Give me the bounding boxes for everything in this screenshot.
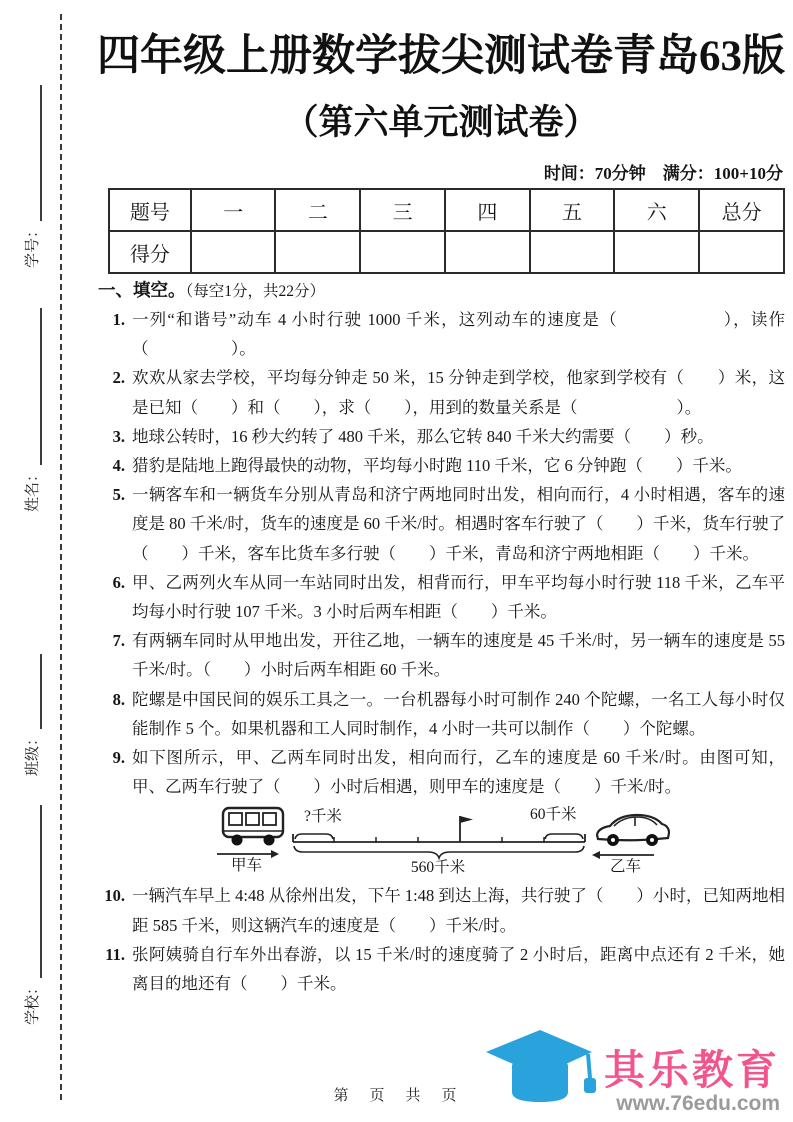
- col-6: 六: [614, 189, 699, 231]
- logo-text: [604, 1022, 780, 1116]
- question-text: 有两辆车同时从甲地出发，开往乙地，一辆车的速度是 45 千米/时，另一辆车的速度是 55 千米/时。（ ）小时后两车相距 60 千米。: [132, 631, 785, 680]
- question-4: [98, 451, 785, 480]
- school-field: [20, 805, 42, 1025]
- section-title: 一、填空。: [98, 280, 186, 300]
- right-distance-label: 60千米: [530, 806, 577, 824]
- score-table-score-row: [109, 231, 784, 273]
- bus-icon: [220, 803, 286, 849]
- time-score-info: 时间：70分钟 满分：100+10分: [543, 164, 783, 183]
- question-number: 5.: [112, 485, 125, 505]
- questions-area: [98, 277, 785, 998]
- question-text: 一辆客车和一辆货车分别从青岛和济宁两地同时出发，相向而行，4 小时相遇，客车的速度是 80 千米/时，货车的速度是 60 千米/时。相遇时客车行驶了（ ）千米，货车行驶了（ ）千米，客车比货车多行驶（ ）千米，青岛和济宁两地相距（ ）千米。: [132, 485, 785, 563]
- student-id-field: [20, 85, 42, 268]
- col-3: 三: [360, 189, 445, 231]
- binding-dashed-line: [60, 14, 62, 1100]
- question-3: [98, 422, 785, 451]
- question-text: 如下图所示，甲、乙两车同时出发，相向而行，乙车的速度是 60 千米/时。由图可知，甲、乙两车行驶了（ ）小时后相遇，则甲车的速度是（ ）千米/时。: [132, 748, 785, 797]
- question-5: [98, 480, 785, 568]
- question-number: 6.: [112, 572, 125, 592]
- question-8: [98, 685, 785, 743]
- score-cell: [360, 231, 445, 273]
- question-text: 甲、乙两列火车从同一车站同时出发，相背而行，甲车平均每小时行驶 118 千米，乙车平均每小时行驶 107 千米。3 小时后两车相距（ ）千米。: [132, 572, 785, 622]
- score-cell: [530, 231, 615, 273]
- student-name-label: 姓名：: [25, 466, 41, 512]
- col-4: 四: [445, 189, 530, 231]
- score-table: [108, 188, 785, 274]
- question-number: 8.: [112, 689, 125, 709]
- score-cell: [275, 231, 360, 273]
- class-field: [20, 654, 42, 776]
- question-2: [98, 363, 785, 421]
- car-icon: [594, 809, 670, 849]
- score-cell: [614, 231, 699, 273]
- question-text: 张阿姨骑自行车外出春游，以 15 千米/时的速度骑了 2 小时后，距离中点还有 2 千米，她离目的地还有（ ）千米。: [132, 944, 785, 994]
- question-text: 陀螺是中国民间的娱乐工具之一。一台机器每小时可制作 240 个陀螺，一名工人每小时仅能制作 5 个。如果机器和工人同时制作，4 小时一共可以制作（ ）个陀螺。: [132, 689, 785, 738]
- question-1: [98, 305, 785, 363]
- question-no-label: 题号: [109, 189, 191, 231]
- class-label: 班级：: [25, 730, 41, 776]
- question-number: 9.: [112, 748, 125, 768]
- school-blank: [25, 805, 42, 978]
- col-total: 总分: [699, 189, 784, 231]
- score-cell: [191, 231, 276, 273]
- question-text: 一列“和谐号”动车 4 小时行驶 1000 千米，这列动车的速度是（ ），读作（ ）。: [132, 310, 785, 359]
- question-number: 4.: [112, 456, 125, 476]
- question-number: 7.: [112, 631, 125, 651]
- score-label: 得分: [109, 231, 191, 273]
- question-number: 10.: [104, 886, 125, 906]
- page-subtitle: （第六单元测试卷）: [283, 103, 599, 142]
- question-number: 2.: [112, 368, 125, 388]
- student-id-blank: [25, 85, 42, 221]
- question-text: 一辆汽车早上 4:48 从徐州出发，下午 1:48 到达上海，共行驶了（ ）小时，已知两地相距 585 千米，则这辆汽车的速度是（ ）千米/时。: [132, 886, 785, 935]
- question-11: [98, 940, 785, 998]
- col-5: 五: [530, 189, 615, 231]
- question-9: [98, 743, 785, 881]
- vehicle-b-label: 乙车: [610, 858, 642, 876]
- question-number: 3.: [112, 426, 125, 446]
- section-note: （每空1分，共22分）: [185, 283, 326, 300]
- question-number: 11.: [105, 944, 125, 964]
- student-name-field: [20, 308, 42, 512]
- question-text: 地球公转时，16 秒大约转了 480 千米，那么它转 840 千米大约需要（ ）秒。: [132, 426, 714, 446]
- unknown-distance-label: ?千米: [304, 808, 342, 826]
- section-header: [98, 277, 785, 302]
- distance-diagram: [132, 803, 785, 881]
- logo-brand-name: 其乐教育: [604, 1047, 780, 1093]
- col-1: 一: [191, 189, 276, 231]
- question-text: 猎豹是陆地上跑得最快的动物，平均每小时跑 110 千米，它 6 分钟跑（ ）千米。: [132, 456, 742, 476]
- col-2: 二: [275, 189, 360, 231]
- question-10: [98, 881, 785, 939]
- page-number-footer: 第 页 共 页: [333, 1088, 460, 1104]
- vehicle-a-label: 甲车: [231, 857, 263, 875]
- score-table-header-row: [109, 189, 784, 231]
- logo-website-url: www.76edu.com: [616, 1092, 780, 1115]
- score-cell: [699, 231, 784, 273]
- student-id-label: 学号：: [25, 222, 41, 268]
- question-number: 1.: [112, 310, 125, 329]
- total-distance-label: 560千米: [410, 859, 466, 877]
- class-blank: [25, 654, 42, 729]
- score-cell: [445, 231, 530, 273]
- question-text: 欢欢从家去学校，平均每分钟走 50 米，15 分钟走到学校，他家到学校有（ ）米，这是已知（ ）和（ ），求（ ），用到的数量关系是（ ）。: [132, 368, 785, 417]
- publisher-logo: [478, 1022, 780, 1118]
- school-label: 学校：: [25, 979, 41, 1025]
- student-name-blank: [25, 308, 42, 465]
- question-7: [98, 626, 785, 684]
- question-6: [98, 568, 785, 626]
- graduation-cap-icon: [478, 1022, 600, 1118]
- page-title: 四年级上册数学拔尖测试卷青岛63版: [97, 33, 785, 80]
